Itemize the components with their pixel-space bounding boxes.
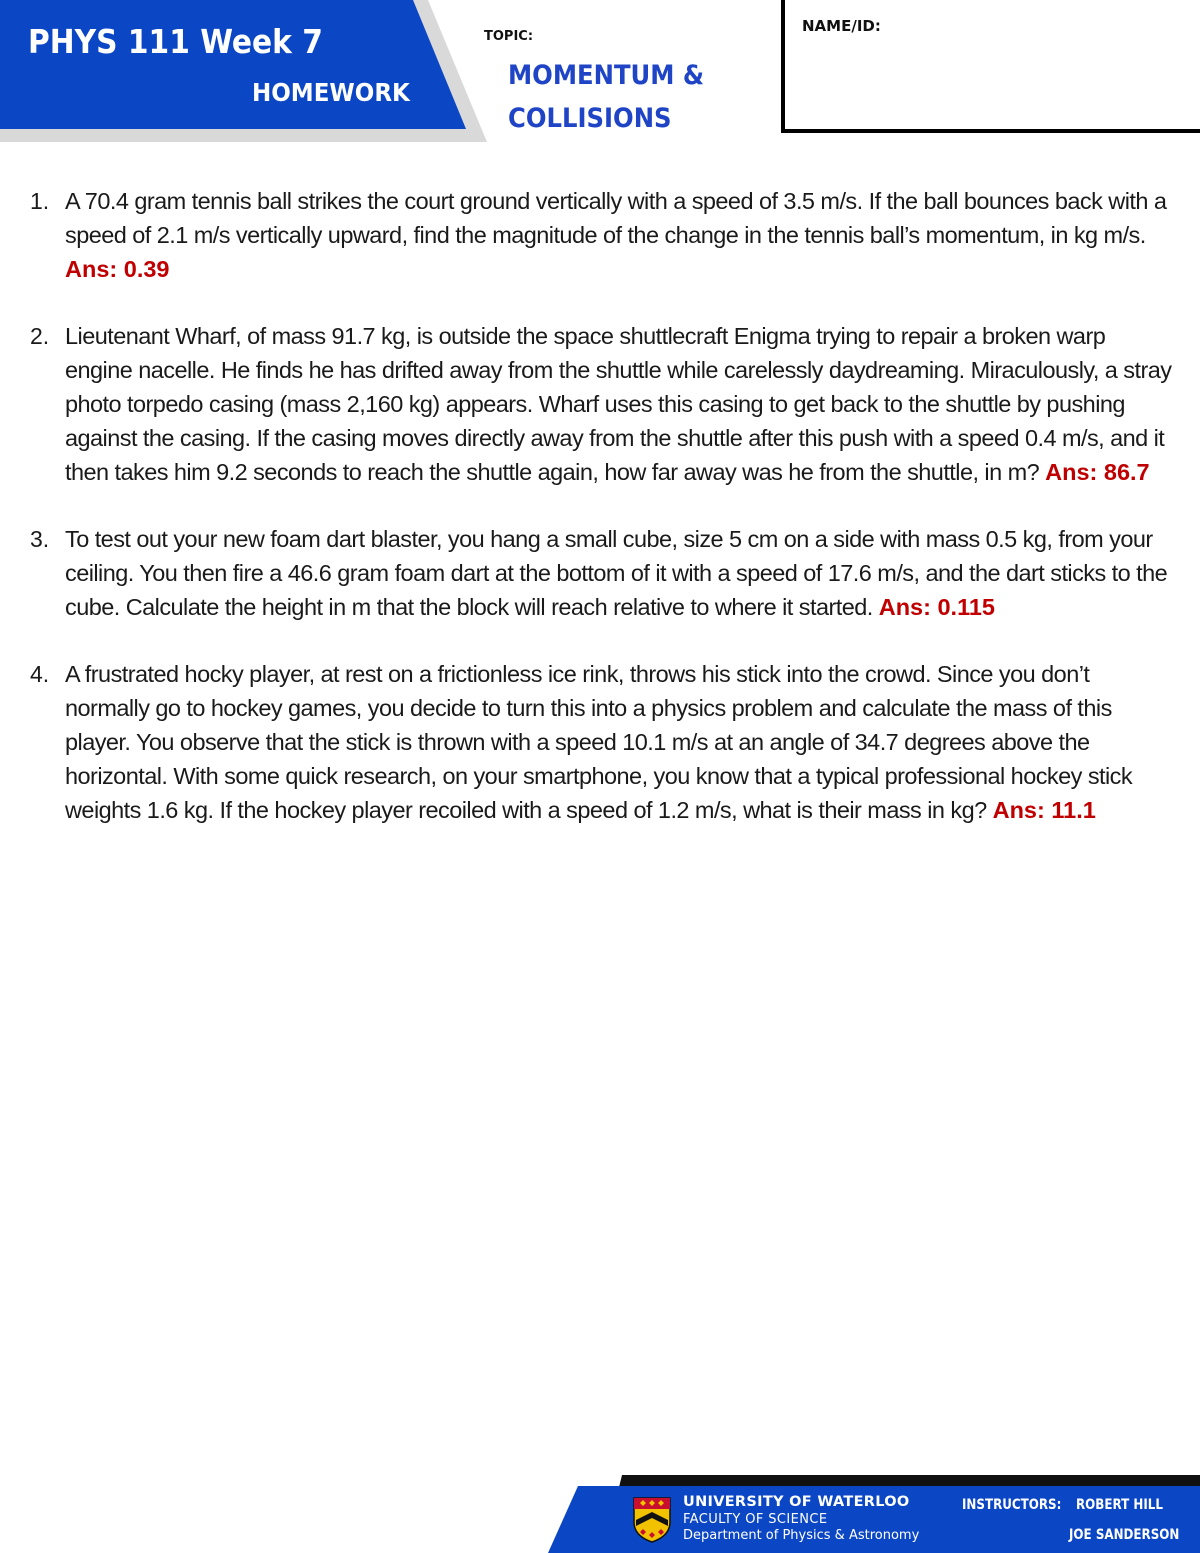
answer: Ans: 11.1: [992, 797, 1096, 823]
answer: Ans: 0.39: [65, 256, 170, 282]
assignment-type: HOMEWORK: [252, 78, 410, 107]
topic-line-2: COLLISIONS: [508, 103, 672, 134]
topic-line-1: MOMENTUM &: [508, 60, 705, 91]
problem-3: [30, 522, 1175, 624]
problem-text: [65, 657, 1175, 827]
department-name: Department of Physics & Astronomy: [683, 1528, 920, 1543]
problem-number: 1.: [30, 188, 50, 214]
header-banner-blue: [0, 0, 466, 129]
problem-body: Lieutenant Wharf, of mass 91.7 kg, is outside the space shuttlecraft Enigma trying to repair a broken warp engine nacelle. He finds he has drifted away from the shuttle while carelessly daydreaming. Miraculously, a stray photo torpedo casing (mass 2,160 kg) appears. Wharf uses this casing to get back to the shuttle by pushing against the casing. If the casing moves directly away from the shuttle after this push with a speed 0.4 m/s, and it then takes him 9.2 seconds to reach the shuttle again, how far away was he from the shuttle, in m?: [65, 323, 1172, 485]
problem-4: [30, 657, 1175, 827]
faculty-name: FACULTY OF SCIENCE: [683, 1512, 828, 1527]
university-name: UNIVERSITY OF WATERLOO: [683, 1494, 910, 1510]
problem-1: [30, 184, 1175, 286]
instructors-label: INSTRUCTORS:: [962, 1497, 1062, 1513]
topic-value: [508, 54, 742, 140]
name-id-box[interactable]: [781, 0, 1200, 133]
problem-body: A frustrated hocky player, at rest on a frictionless ice rink, throws his stick into the crowd. Since you don’t normally go to hockey games, you decide to turn this into a physics problem and calculate the mass of this player. You observe that the stick is thrown with a speed 10.1 m/s at an angle of 34.7 degrees above the horizontal. With some quick research, on your smartphone, you know that a typical professional hockey stick weights 1.6 kg. If the hockey player recoiled with a speed of 1.2 m/s, what is their mass in kg?: [65, 661, 1133, 823]
answer: Ans: 86.7: [1045, 459, 1150, 485]
problem-2: [30, 319, 1175, 489]
instructor-1: ROBERT HILL: [1076, 1497, 1163, 1513]
problem-text: [65, 184, 1175, 286]
problem-number: 2.: [30, 323, 50, 349]
problem-number: 4.: [30, 661, 50, 687]
answer: Ans: 0.115: [878, 594, 995, 620]
problem-body: To test out your new foam dart blaster, you hang a small cube, size 5 cm on a side with mass 0.5 kg, from your ceiling. You then fire a 46.6 gram foam dart at the bottom of it with a speed of 17.6 m/s, and the dart sticks to the cube. Calculate the height in m that the block will reach relative to where it started.: [65, 526, 1168, 620]
instructor-2: JOE SANDERSON: [1069, 1527, 1180, 1543]
problem-list: [30, 184, 1175, 860]
problem-text: [65, 319, 1175, 489]
problem-body: A 70.4 gram tennis ball strikes the court ground vertically with a speed of 3.5 m/s. If the ball bounces back with a speed of 2.1 m/s vertically upward, find the magnitude of the change in the tennis ball’s momentum, in kg m/s.: [65, 188, 1167, 248]
name-id-label: NAME/ID:: [802, 17, 881, 35]
university-crest-icon: [632, 1496, 672, 1544]
course-title: PHYS 111 Week 7: [28, 22, 323, 61]
problem-number: 3.: [30, 526, 50, 552]
problem-text: [65, 522, 1175, 624]
topic-label: TOPIC:: [484, 29, 534, 44]
